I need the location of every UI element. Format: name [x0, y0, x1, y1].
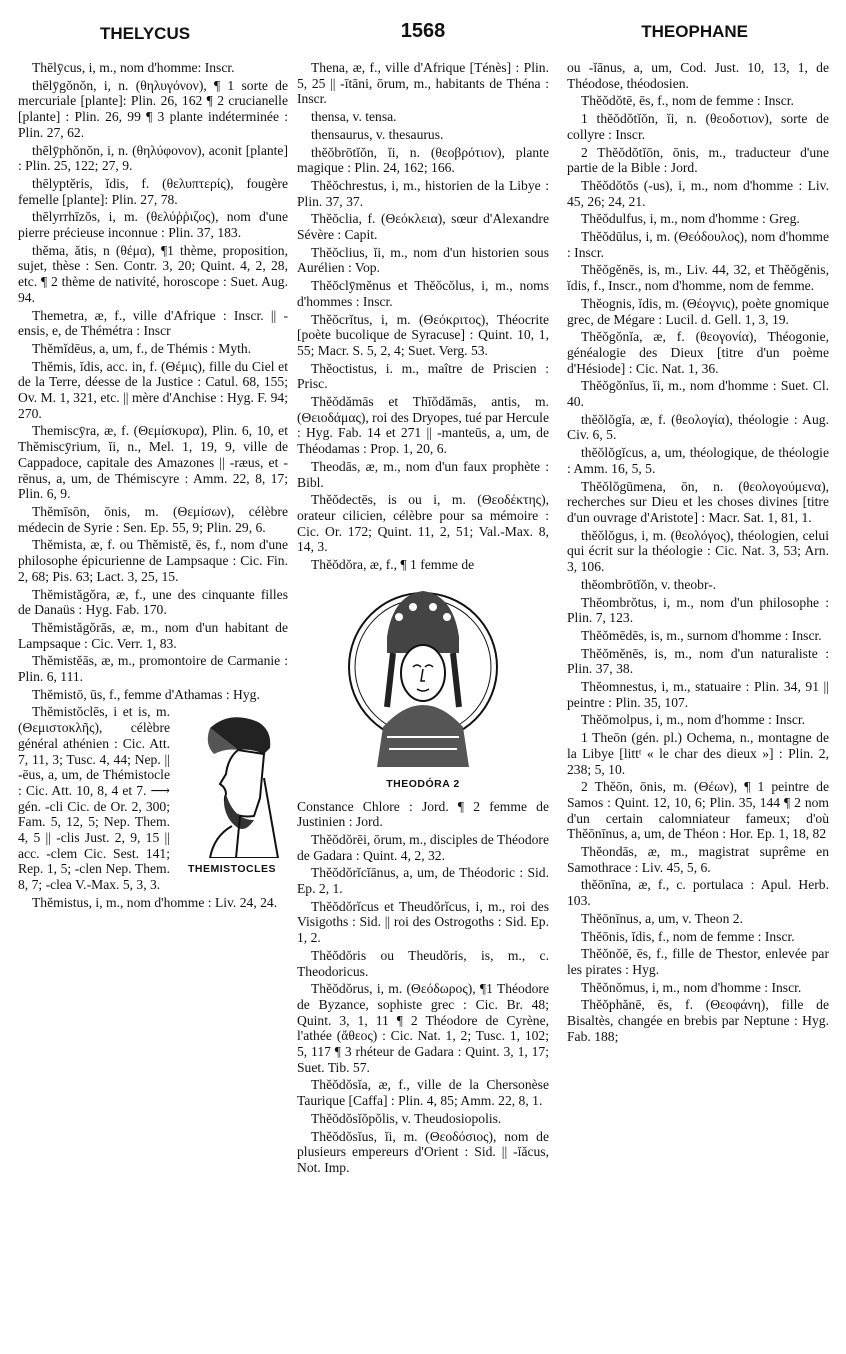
dictionary-entry: Thĕŏdŏris ou Theudŏris, is, m., c. Theodoricus.: [297, 947, 549, 979]
dictionary-entry: Thĕŏmēdēs, is, m., surnom d'homme : Inscr.: [581, 627, 822, 643]
dictionary-entry: 1 thĕŏdŏtĭŏn, ĭi, n. (θεοδοτιον), sorte de collyre : Inscr.: [567, 111, 829, 142]
theodora-illustration: [297, 577, 549, 793]
dictionary-entry: Thĕmistăgŏra, æ, f., une des cinquante filles de Danaüs : Hyg. Fab. 170.: [18, 586, 288, 618]
running-head-right: THEOPHANE: [641, 22, 748, 41]
dictionary-entry: Thĕmistō, ūs, f., femme d'Athamas : Hyg.: [32, 686, 260, 702]
dictionary-entry: Theodās, æ, m., nom d'un faux prophète : Bibl.: [297, 458, 549, 490]
themistocles-illustration: [176, 708, 288, 877]
column-2: [297, 60, 549, 1350]
dictionary-entry: Constance Chlore : Jord. ¶ 2 femme de Justinien : Jord.: [297, 798, 549, 830]
dictionary-entry: thēlyrrhīzŏs, i, m. (θελύῤῥιζος), nom d'une pierre précieuse inconnue : Plin. 37, 183.: [18, 209, 288, 241]
dictionary-entry: Thĕŏmolpus, i, m., nom d'homme : Inscr.: [581, 712, 806, 728]
dictionary-entry: Thena, æ, f., ville d'Afrique [Ténès] : Plin. 5, 25 || -ītāni, ōrum, m., habitants de Théna : Inscr.: [297, 60, 549, 107]
page-number: 1568: [400, 20, 446, 42]
dictionary-entry: Thēlȳcus, i, m., nom d'homme: Inscr.: [32, 60, 235, 75]
dictionary-entry: thēlȳgŏnŏn, i, n. (θηλυγόνον), ¶ 1 sorte de mercuriale [plante]: Plin. 26, 162 ¶ 2 crucianelle [plante] : Plin. 26, 99 ¶ 3 plante indéterminée : Plin. 27, 62.: [18, 77, 288, 140]
dictionary-entry: Thĕōnis, ĭdis, f., nom de femme : Inscr.: [581, 928, 795, 944]
dictionary-entry: Thĕmĭdēus, a, um, f., de Thémis : Myth.: [32, 340, 252, 356]
dictionary-entry: thĕŏlŏgĭcus, a, um, théologique, de théologie : Amm. 16, 5, 5.: [567, 445, 829, 476]
dictionary-entry: Thĕmistŏclēs, i et is, m. (Θεμιστοκλῆς), célèbre général athénien : Cic. Att. 7, 11, 3; Tusc. 4, 44; Nep. || -ēus, a, um, de Thémistocle : Cic. Att. 10, 8, 4 et 7. ⟶ gén. -cli Cic. de Or. 2, 300; Fam. 5, 12, 5; Nep. Them. 4, 5 || -clis Just. 2, 9, 15 || acc. -clem Cic. Sest. 141; Rep. 1, 5; -clen Nep. Them. 8, 7; -clea V.-Max. 5, 3, 3.: [18, 704, 170, 893]
dictionary-entry: Thĕŏdŏrĭcĭānus, a, um, de Théodoric : Sid. Ep. 2, 1.: [297, 865, 549, 897]
dictionary-entry: Thĕmistĕās, æ, m., promontoire de Carmanie : Plin. 6, 111.: [18, 653, 288, 685]
dictionary-entry: Thĕŏdulfus, i, m., nom d'homme : Greg.: [581, 211, 800, 227]
dictionary-entry: Thĕŏdŏrus, i, m. (Θεόδωρος), ¶1 Théodore de Byzance, sophiste grec : Cic. Br. 48; Quint. 3, 1, 11 ¶ 2 Théodore de Cyrène, l'athée (ἄθεος) : Cic. Nat. 1, 2; Tusc. 1, 102; 5, 117 ¶ 3 rhéteur de Gadara : Quint. 3, 1, 17; Suet. Tib. 57.: [297, 981, 549, 1075]
dictionary-entry: thĕombrōtĭŏn, v. theobr-.: [581, 576, 717, 592]
dictionary-entry: Thĕŏdectēs, is ou i, m. (Θεοδέκτης), orateur cilicien, célèbre pour sa mémoire : Cic. Or. 172; Quint. 11, 2, 51; Val.-Max. 8, 14, 3.: [297, 492, 549, 555]
dictionary-entry: 1 Theōn (gén. pl.) Ochema, n., montagne de la Libye [littᵗ « le char des dieux »] : Plin. 2, 238; 5, 10.: [567, 730, 829, 777]
dictionary-entry: thensa, v. tensa.: [311, 109, 397, 125]
dictionary-entry: thēlyptĕris, ĭdis, f. (θελυπτερίς), fougère femelle [plante]: Plin. 27, 78.: [18, 175, 288, 207]
dictionary-entry: Thĕmista, æ, f. ou Thĕmistē, ēs, f., nom d'une philosophe épicurienne de Lampsaque : Cic. Fin. 2, 68; Pis. 63; Lact. 3, 25, 15.: [18, 537, 288, 584]
dictionary-entry: Thĕŏdŏrĭcus et Theudŏrĭcus, i, m., roi des Visigoths : Sid. || roi des Ostrogoths : Sid. Ep. 1, 2.: [297, 898, 549, 946]
themistocles-bust-image: [180, 708, 284, 858]
dictionary-entry: Thĕŏlŏgūmena, ōn, n. (θεολογούμενα), recherches sur Dieu et les choses divines [titre d'un ouvrage d'Aristote] : Macr. Sat. 1, 81, 1.: [567, 478, 829, 525]
dictionary-entry: thĕma, ătis, n (θέμα), ¶1 thème, proposition, sujet, thèse : Sen. Contr. 3, 20; Quint. 4, 2, 28, etc. ¶ 2 thème de nativité, horoscope : Suet. Aug. 94.: [18, 242, 288, 305]
dictionary-entry: ou -ĭānus, a, um, Cod. Just. 10, 13, 1, de Théodose, théodosien.: [567, 60, 829, 91]
column-1: [18, 60, 288, 1350]
running-head-left: THELYCUS: [100, 24, 191, 43]
themistocles-caption: THEMISTOCLES: [187, 863, 277, 876]
dictionary-entry: Thĕmistăgŏrās, æ, m., nom d'un habitant de Lampsaque : Cic. Verr. 1, 83.: [18, 619, 288, 651]
dictionary-entry: Thĕmis, ĭdis, acc. in, f. (Θέμις), fille du Ciel et de la Terre, déesse de la Justice : Catul. 68, 155; Ov. M. 1, 321, etc. || mère d'Anchise : Hyg. F. 94; 270.: [18, 358, 288, 421]
dictionary-entry: Thĕŏnŏmus, i, m., nom d'homme : Inscr.: [581, 979, 802, 995]
dictionary-entry: Thĕŏgŏnĭus, ĭi, m., nom d'homme : Suet. Cl. 40.: [567, 378, 829, 410]
dictionary-entry: Thĕŏgŏnĭa, æ, f. (θεογονία), Théogonie, généalogie des Dieux [titre d'un poème d'Hésiode] : Cic. Nat. 1, 36.: [567, 329, 829, 376]
page-header: [0, 18, 846, 48]
dictionary-entry: Themetra, æ, f., ville d'Afrique : Inscr. || -ensis, e, de Thémétra : Inscr: [18, 307, 288, 339]
dictionary-entry: Thĕŏnŏē, ēs, f., fille de Thestor, enlevée par les pirates : Hyg.: [567, 946, 829, 977]
dictionary-entry: Thĕŏchrestus, i, m., historien de la Libye : Plin. 37, 37.: [297, 177, 549, 209]
dictionary-entry: thensaurus, v. thesaurus.: [311, 126, 444, 142]
dictionary-entry: Thĕŏclȳmĕnus et Thĕŏcŏlus, i, m., noms d'hommes : Inscr.: [297, 278, 549, 309]
dictionary-entry: Thĕŏmĕnēs, is, m., nom d'un naturaliste : Plin. 37, 38.: [567, 645, 829, 677]
dictionary-entry: Thĕŏclia, f. (Θεόκλεια), sœur d'Alexandre Sévère : Capit.: [297, 211, 549, 243]
dictionary-entry: Thĕomnestus, i, m., statuaire : Plin. 34, 91 || peintre : Plin. 35, 107.: [567, 679, 829, 710]
dictionary-entry: Thĕōnīnus, a, um, v. Theon 2.: [581, 910, 743, 926]
dictionary-entry: 2 Thĕŏdŏtĭōn, ōnis, m., traducteur d'une partie de la Bible : Jord.: [567, 144, 829, 176]
dictionary-entry: Thĕŏclius, ĭi, m., nom d'un historien sous Aurélien : Vop.: [297, 244, 549, 276]
dictionary-entry: Thĕŏphănē, ēs, f. (Θεοφάνη), fille de Bisaltès, changée en brebis par Neptune : Hyg. Fab. 188;: [567, 997, 829, 1044]
dictionary-entry: Thĕŏdŏrēi, ōrum, m., disciples de Théodore de Gadara : Quint. 4, 2, 32.: [297, 831, 549, 863]
dictionary-entry: Themiscȳra, æ, f. (Θεμίσκυρα), Plin. 6, 10, et Thĕmiscȳrium, ĭi, n., Mel. 1, 19, 9, ville de Cappadoce, capitale des Amazones || -ræus, et -rēnus, a, um, de Thémiscyre : Amm. 22, 8, 17; Plin. 6, 9.: [18, 423, 288, 502]
dictionary-entry: thĕŏlŏgus, i, m. (θεολόγος), théologien, celui qui écrit sur la théologie : Cic. Nat. 3, 53; Arn. 3, 106.: [567, 527, 829, 575]
dictionary-entry: Thĕŏdŏra, æ, f., ¶ 1 femme de: [311, 557, 475, 573]
dictionary-entry: thĕŏlŏgĭa, æ, f. (θεολογία), théologie : Aug. Civ. 6, 5.: [567, 411, 829, 443]
dictionary-entry: thēlȳphŏnŏn, i, n. (θηλύφονον), aconit [plante] : Plin. 25, 122; 27, 9.: [18, 142, 288, 174]
dictionary-entry: Thĕŏdŏtē, ēs, f., nom de femme : Inscr.: [581, 93, 794, 109]
dictionary-entry: Thĕognis, ĭdis, m. (Θέογνις), poète gnomique grec, de Mégare : Lucil. d. Gell. 1, 3, 19.: [567, 295, 829, 327]
dictionary-entry: Thĕmistus, i, m., nom d'homme : Liv. 24, 24.: [32, 894, 278, 910]
dictionary-entry: Thĕombrŏtus, i, m., nom d'un philosophe : Plin. 7, 123.: [567, 594, 829, 626]
dictionary-entry: Thĕŏdŏsĭus, ĭi, m. (Θεοδόσιος), nom de plusieurs empereurs d'Orient : Sid. || -ĭăcus, Not. Imp.: [297, 1128, 549, 1175]
dictionary-entry: Thĕŏdŏtŏs (-us), i, m., nom d'homme : Liv. 45, 26; 24, 21.: [567, 177, 829, 209]
dictionary-entry: thĕŏbrōtĭŏn, ĭi, n. (θεοβρότιον), plante magique : Plin. 24, 162; 166.: [297, 144, 549, 176]
dictionary-entry: Thĕondās, æ, m., magistrat suprême en Samothrace : Liv. 45, 5, 6.: [567, 844, 829, 875]
dictionary-entry: Thĕoctistus, i. m., maître de Priscien : Prisc.: [297, 360, 549, 392]
dictionary-entry: Thĕŏgĕnēs, is, m., Liv. 44, 32, et Thĕŏgĕnis, ĭdis, f., Inscr., nom d'homme, nom de femme.: [567, 262, 829, 294]
dictionary-entry: Thĕmīsōn, ōnis, m. (Θεμίσων), célèbre médecin de Syrie : Sen. Ep. 55, 9; Plin. 29, 6.: [18, 503, 288, 535]
dictionary-entry: Thĕŏcrĭtus, i, m. (Θεόκριτος), Théocrite [poète bucolique de Syracuse] : Quint. 10, 1, 55; Macr. S. 5, 2, 4; Suet. Verg. 53.: [297, 311, 549, 358]
dictionary-entry: Thĕŏdūlus, i, m. (Θεόδουλος), nom d'homme : Inscr.: [567, 229, 829, 260]
dictionary-entry: thĕōnīna, æ, f., c. portulaca : Apul. Herb. 103.: [567, 877, 829, 909]
dictionary-entry: Thĕŏdŏsĭŏpŏlis, v. Theudosiopolis.: [311, 1110, 502, 1126]
column-3: [567, 60, 829, 1350]
dictionary-entry: Thĕŏdŏsĭa, æ, f., ville de la Chersonèse Taurique [Caffa] : Plin. 4, 85; Amm. 22, 8, 1.: [297, 1077, 549, 1109]
theodora-caption: THEODÓRA 2: [386, 777, 460, 790]
theodora-mosaic-image: [343, 577, 503, 777]
dictionary-entry: 2 Thĕōn, ōnis, m. (Θέων), ¶ 1 peintre de Samos : Quint. 12, 10, 6; Plin. 35, 144 ¶ 2 nom d'un certain calomniateur fameux; d'où Thĕōnīnus, a, um, de Théon : Hor. Ep. 1, 18, 82: [567, 779, 829, 842]
dictionary-entry: Thĕŏdămās et Thīŏdămās, antis, m. (Θειοδάμας), roi des Dryopes, tué par Hercule : Hyg. Fab. 14 et 271 || -manteūs, a, um, de Théodamas : Prop. 1, 20, 6.: [297, 394, 549, 457]
